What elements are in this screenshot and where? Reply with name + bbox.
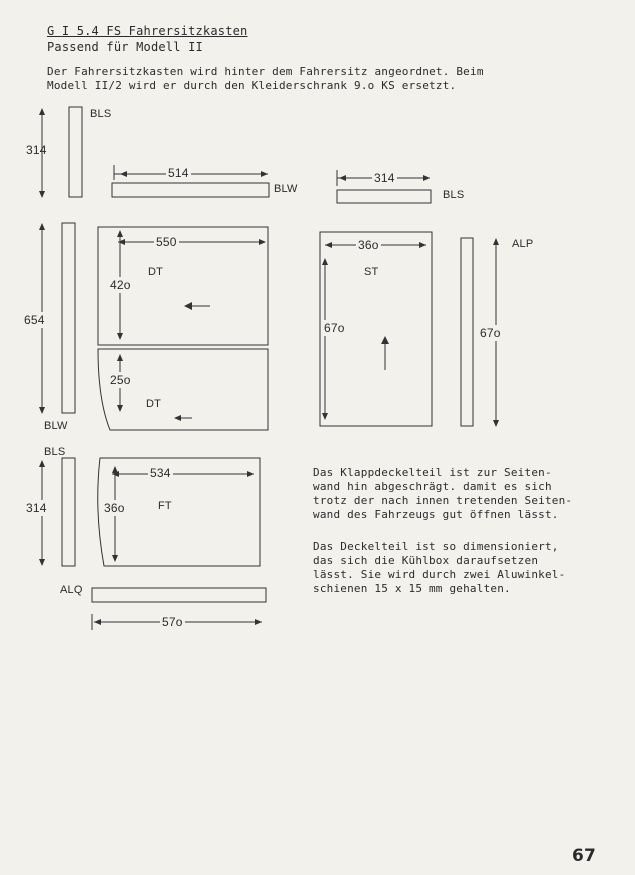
part-blw-top xyxy=(112,183,269,197)
dim-550: 550 xyxy=(156,235,177,249)
note-1-line-3: trotz der nach innen tretenden Seiten- xyxy=(313,494,573,507)
label-dt-lower: DT xyxy=(146,398,162,410)
note-2-line-4: schienen 15 x 15 mm gehalten. xyxy=(313,582,511,595)
dim-514: 514 xyxy=(168,166,189,180)
dim-670-alp: 67o xyxy=(480,326,501,340)
part-bls-bottom xyxy=(62,458,75,566)
page-number: 67 xyxy=(572,846,597,866)
dim-250: 25o xyxy=(110,373,131,387)
label-bls-right: BLS xyxy=(443,189,465,201)
dim-360-ft: 36o xyxy=(104,501,125,515)
label-bls-top: BLS xyxy=(90,108,112,120)
label-alq: ALQ xyxy=(60,584,83,596)
label-bls-bottom: BLS xyxy=(44,446,66,458)
note-2-line-2: das sich die Kühlbox daraufsetzen xyxy=(313,554,539,567)
part-alp xyxy=(461,238,473,426)
label-ft: FT xyxy=(158,500,172,512)
dim-314-top: 314 xyxy=(26,143,47,157)
label-st: ST xyxy=(364,266,379,278)
label-blw-bottom: BLW xyxy=(44,420,68,432)
page-subtitle: Passend für Modell II xyxy=(47,40,203,54)
dim-314-bottom: 314 xyxy=(26,501,47,515)
part-bls-right xyxy=(337,190,431,203)
dim-570: 57o xyxy=(162,615,183,629)
intro-line-2: Modell II/2 wird er durch den Kleiderschrank 9.o KS ersetzt. xyxy=(47,79,457,92)
dim-420: 42o xyxy=(110,278,131,292)
intro-line-1: Der Fahrersitzkasten wird hinter dem Fahrersitz angeordnet. Beim xyxy=(47,65,484,78)
dim-654: 654 xyxy=(24,313,45,327)
dim-360-st: 36o xyxy=(358,238,379,252)
note-2-line-1: Das Deckelteil ist so dimensioniert, xyxy=(313,540,559,553)
note-2-line-3: lässt. Sie wird durch zwei Aluwinkel- xyxy=(313,568,566,581)
dim-534: 534 xyxy=(150,466,171,480)
part-bls-top xyxy=(69,107,82,197)
note-1-line-2: wand hin abgeschrägt. damit es sich xyxy=(313,480,552,493)
label-blw-top: BLW xyxy=(274,183,298,195)
dim-314-right: 314 xyxy=(374,171,395,185)
dim-670-st: 67o xyxy=(324,321,345,335)
part-alq xyxy=(92,588,266,602)
note-1-line-4: wand des Fahrzeugs gut öffnen lässt. xyxy=(313,508,559,521)
label-dt-upper: DT xyxy=(148,266,164,278)
label-alp: ALP xyxy=(512,238,534,250)
page-title: G I 5.4 FS Fahrersitzkasten xyxy=(47,24,248,38)
part-blw-left xyxy=(62,223,75,413)
note-1-line-1: Das Klappdeckelteil ist zur Seiten- xyxy=(313,466,552,479)
